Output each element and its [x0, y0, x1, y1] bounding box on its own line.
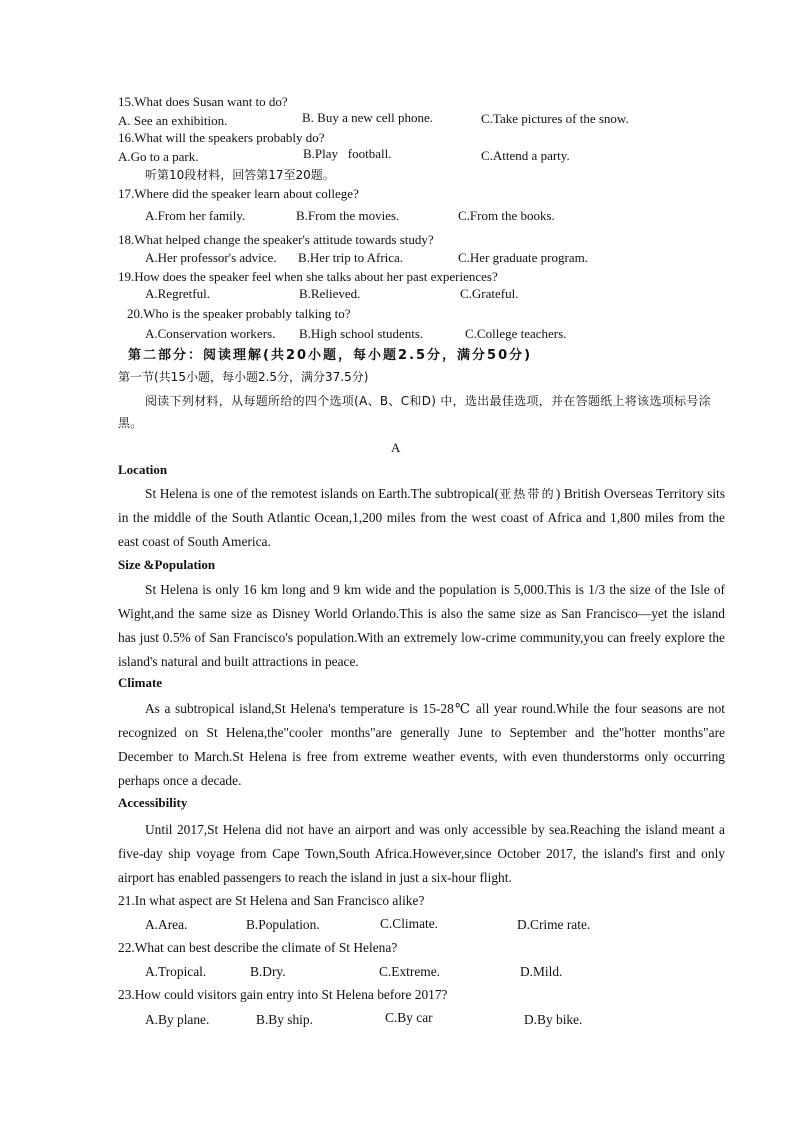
passage-letter: A: [391, 440, 401, 455]
q19-option-b: B.Relieved.: [299, 286, 361, 301]
q23-option-b: B.By ship.: [256, 1012, 313, 1027]
q21-option-b: B.Population.: [246, 917, 320, 932]
q17-question: 17.Where did the speaker learn about college?: [118, 186, 359, 201]
q17-option-c: C.From the books.: [458, 208, 555, 223]
q18-option-c: C.Her graduate program.: [458, 250, 588, 265]
q23-option-c: C.By car: [385, 1010, 433, 1025]
q15-option-b: B. Buy a new cell phone.: [302, 110, 434, 125]
climate-heading: Climate: [118, 675, 163, 690]
q21-option-d: D.Crime rate.: [517, 917, 591, 932]
q21-option-a: A.Area.: [145, 917, 188, 932]
q23-option-a: A.By plane.: [145, 1012, 210, 1027]
size-paragraph: St Helena is only 16 km long and 9 km wide and the population is 5,000.This is 1/3 the size of the Isle of Wight,and the same size as Disney World Orlando.This is also the same size as San Francisco—yet the island has just 0.5% of San Francisco's population.With an extremely low-crime community,you can freely explore the island's natural and built attractions in peace.: [118, 582, 725, 669]
q23-option-d: D.By bike.: [524, 1012, 583, 1027]
q17-option-a: A.From her family.: [145, 208, 246, 223]
location-text-1: St Helena is one of the remotest islands on Earth.The subtropical(: [145, 486, 499, 501]
section-one-title: 第一节(共15小题，每小题2.5分，满分37.5分): [118, 370, 369, 384]
q18-question: 18.What helped change the speaker's attitude towards study?: [118, 232, 434, 247]
size-heading: Size &Population: [118, 557, 216, 572]
q21-option-c: C.Climate.: [380, 916, 439, 931]
q22-question: 22.What can best describe the climate of St Helena?: [118, 940, 398, 955]
q17-option-b: B.From the movies.: [296, 208, 400, 223]
q20-option-a: A.Conservation workers.: [145, 326, 276, 341]
q22-option-b: B.Dry.: [250, 964, 286, 979]
q20-option-c: C.College teachers.: [465, 326, 567, 341]
q22-option-a: A.Tropical.: [145, 964, 207, 979]
q15-option-a: A. See an exhibition.: [118, 113, 228, 128]
q18-option-b: B.Her trip to Africa.: [298, 250, 404, 265]
reading-instruction: 阅读下列材料，从每题所给的四个选项(A、B、C和D) 中，选出最佳选项，并在答题纸上将该选项标号涂黑。: [118, 394, 711, 430]
q22-option-c: C.Extreme.: [379, 964, 440, 979]
q19-option-a: A.Regretful.: [145, 286, 210, 301]
q16-option-b: B.Play football.: [303, 146, 392, 161]
q22-option-d: D.Mild.: [520, 964, 563, 979]
location-text-2: ) British Overseas Territory sits in the middle of the South Atlantic Ocean,1,200 miles from the west coast of Africa and 1,800 miles from the east coast of South America.: [118, 486, 725, 549]
part-two-title: 第二部分：阅读理解(共20小题，每小题2.5分，满分50分): [128, 348, 533, 363]
accessibility-paragraph: Until 2017,St Helena did not have an airport and was only accessible by sea.Reaching the island meant a five-day ship voyage from Cape Town,South Africa.However,since October 2017, the island's first and only airport has enabled passengers to reach the island in just a six-hour flight.: [118, 822, 725, 885]
q19-question: 19.How does the speaker feel when she talks about her past experiences?: [118, 269, 498, 284]
q21-question: 21.In what aspect are St Helena and San Francisco alike?: [118, 893, 425, 908]
q19-option-c: C.Grateful.: [460, 286, 519, 301]
q16-option-a: A.Go to a park.: [118, 149, 199, 164]
location-heading: Location: [118, 462, 168, 477]
q15-question: 15.What does Susan want to do?: [118, 94, 288, 109]
location-cn-gloss: 亚热带的: [498, 487, 556, 501]
q15-option-c: C.Take pictures of the snow.: [481, 111, 629, 126]
q20-option-b: B.High school students.: [299, 326, 424, 341]
q20-question: 20.Who is the speaker probably talking to?: [127, 306, 351, 321]
q16-option-c: C.Attend a party.: [481, 148, 570, 163]
q18-option-a: A.Her professor's advice.: [145, 250, 277, 265]
climate-paragraph: As a subtropical island,St Helena's temperature is 15-28℃ all year round.While the four seasons are not recognized on St Helena,the"cooler months"are generally June to September and the"hotter months"are December to March.St Helena is free from extreme weather events, with even thunderstorms only occurring perhaps once a decade.: [118, 701, 725, 788]
location-paragraph: [118, 482, 725, 554]
q23-question: 23.How could visitors gain entry into St Helena before 2017?: [118, 987, 448, 1002]
section-10-instruction: 听第10段材料，回答第17至20题。: [145, 168, 335, 182]
q16-question: 16.What will the speakers probably do?: [118, 130, 325, 145]
accessibility-heading: Accessibility: [118, 795, 188, 810]
